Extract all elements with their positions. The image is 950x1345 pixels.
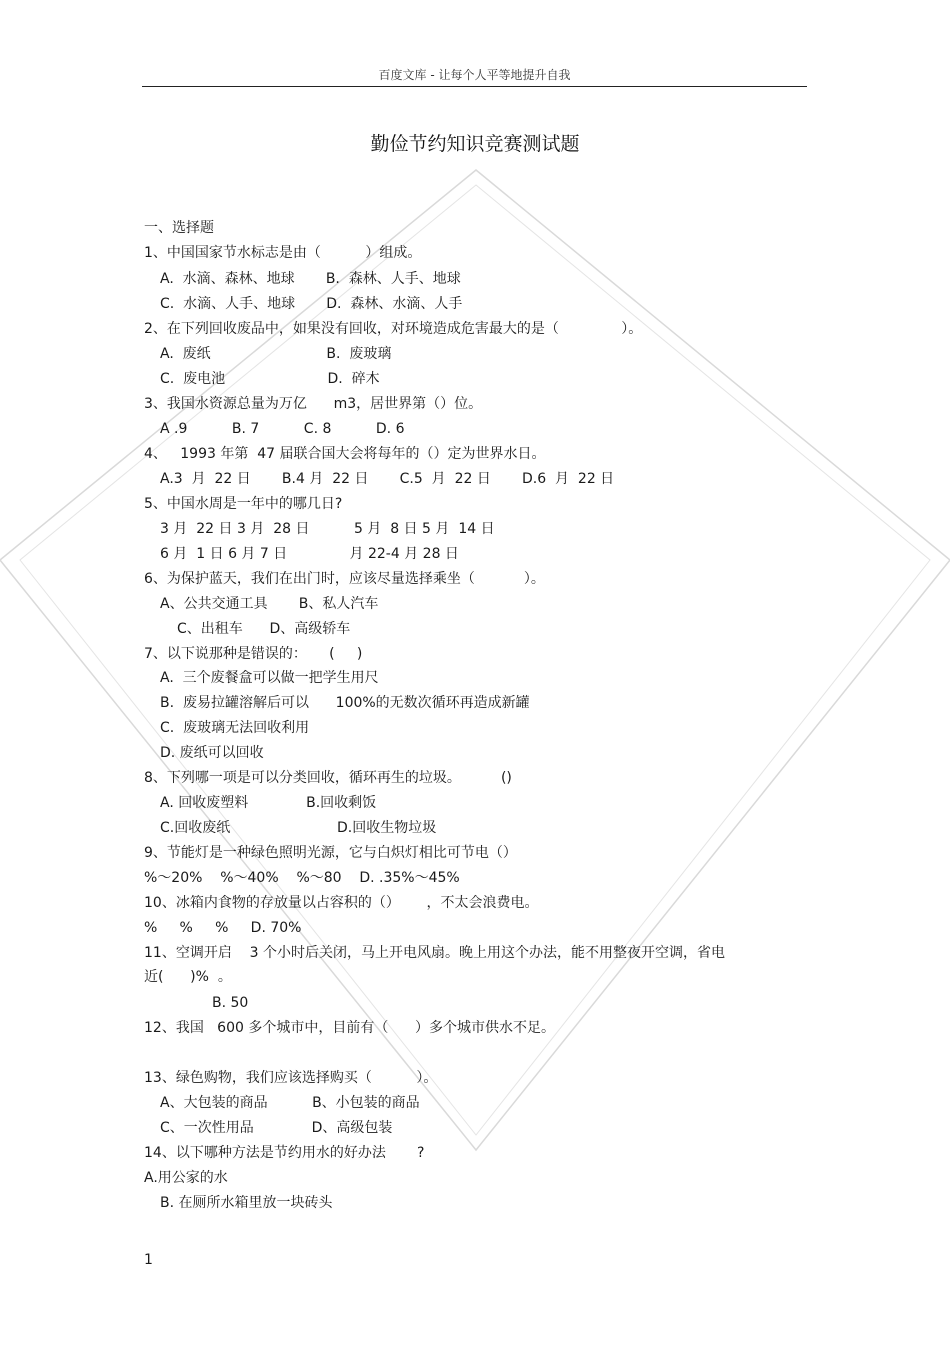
option-line: A. 水滴、森林、地球 B. 森林、人手、地球 <box>160 271 461 287</box>
option-line: A.3 月 22 日 B.4 月 22 日 C.5 月 22 日 D.6 月 22 日 <box>160 471 615 487</box>
option-line: A .9 B. 7 C. 8 D. 6 <box>160 421 405 437</box>
option-line: A. 回收废塑料 B.回收剩饭 <box>160 795 377 811</box>
question-text: 14、以下哪种方法是节约用水的好办法 ? <box>144 1145 425 1161</box>
question-text: 11、空调开启 3 个小时后关闭，马上开电风扇。晚上用这个办法，能不用整夜开空调，省电 <box>144 945 725 961</box>
option-line: C.回收废纸 D.回收生物垃圾 <box>160 820 437 836</box>
question-text: 4、 1993 年第 47 届联合国大会将每年的（）定为世界水日。 <box>144 446 546 462</box>
option-line: C、一次性用品 D、高级包装 <box>160 1120 393 1136</box>
option-line: C. 废电池 D. 碎木 <box>160 371 380 387</box>
document-header: 百度文库 - 让每个人平等地提升自我 <box>378 68 571 82</box>
option-line: % % % D. 70% <box>144 920 302 936</box>
section-heading: 一、选择题 <box>144 220 214 236</box>
question-text: 12、我国 600 多个城市中，目前有（ ）多个城市供水不足。 <box>144 1020 556 1036</box>
question-text: 5、中国水周是一年中的哪几日? <box>144 496 343 512</box>
option-line: A、大包装的商品 B、小包装的商品 <box>160 1095 420 1111</box>
question-text: 7、以下说那种是错误的： ( ) <box>144 646 363 662</box>
question-text: 近( )% 。 <box>144 969 232 985</box>
question-text: 1、中国国家节水标志是由（ ）组成。 <box>144 245 422 261</box>
page-number: 1 <box>144 1252 153 1268</box>
question-text: 8、下列哪一项是可以分类回收，循环再生的垃圾。 () <box>144 770 512 786</box>
question-text: 10、冰箱内食物的存放量以占容积的（） ，不太会浪费电。 <box>144 895 539 911</box>
option-line: C. 水滴、人手、地球 D. 森林、水滴、人手 <box>160 296 463 312</box>
option-line: 6 月 1 日 6 月 7 日 月 22-4 月 28 日 <box>160 546 459 562</box>
option-line: B. 50 <box>212 995 249 1011</box>
option-line: A. 废纸 B. 废玻璃 <box>160 346 392 362</box>
question-text: 2、在下列回收废品中，如果没有回收，对环境造成危害最大的是（ ）。 <box>144 321 643 337</box>
option-line: C. 废玻璃无法回收利用 <box>160 720 310 736</box>
option-line: B. 废易拉罐溶解后可以 100%的无数次循环再造成新罐 <box>160 695 530 711</box>
question-text: 13、绿色购物，我们应该选择购买（ ）。 <box>144 1070 438 1086</box>
document-title: 勤俭节约知识竞赛测试题 <box>370 133 580 155</box>
option-line: A. 三个废餐盒可以做一把学生用尺 <box>160 670 379 686</box>
question-text: 9、节能灯是一种绿色照明光源，它与白炽灯相比可节电（） <box>144 845 517 861</box>
question-text: 6、为保护蓝天，我们在出门时，应该尽量选择乘坐（ ）。 <box>144 571 545 587</box>
option-line: %～20% %～40% %～80 D. .35%～45% <box>144 870 460 886</box>
option-line: D. 废纸可以回收 <box>160 745 264 761</box>
option-line: A.用公家的水 <box>144 1170 228 1186</box>
option-line: B. 在厕所水箱里放一块砖头 <box>160 1195 333 1211</box>
question-text: 3、我国水资源总量为万亿 m3，居世界第（）位。 <box>144 396 483 412</box>
option-line: C、出租车 D、高级轿车 <box>177 621 351 637</box>
header-divider <box>142 86 807 87</box>
option-line: A、公共交通工具 B、私人汽车 <box>160 596 379 612</box>
option-line: 3 月 22 日 3 月 28 日 5 月 8 日 5 月 14 日 <box>160 521 495 537</box>
